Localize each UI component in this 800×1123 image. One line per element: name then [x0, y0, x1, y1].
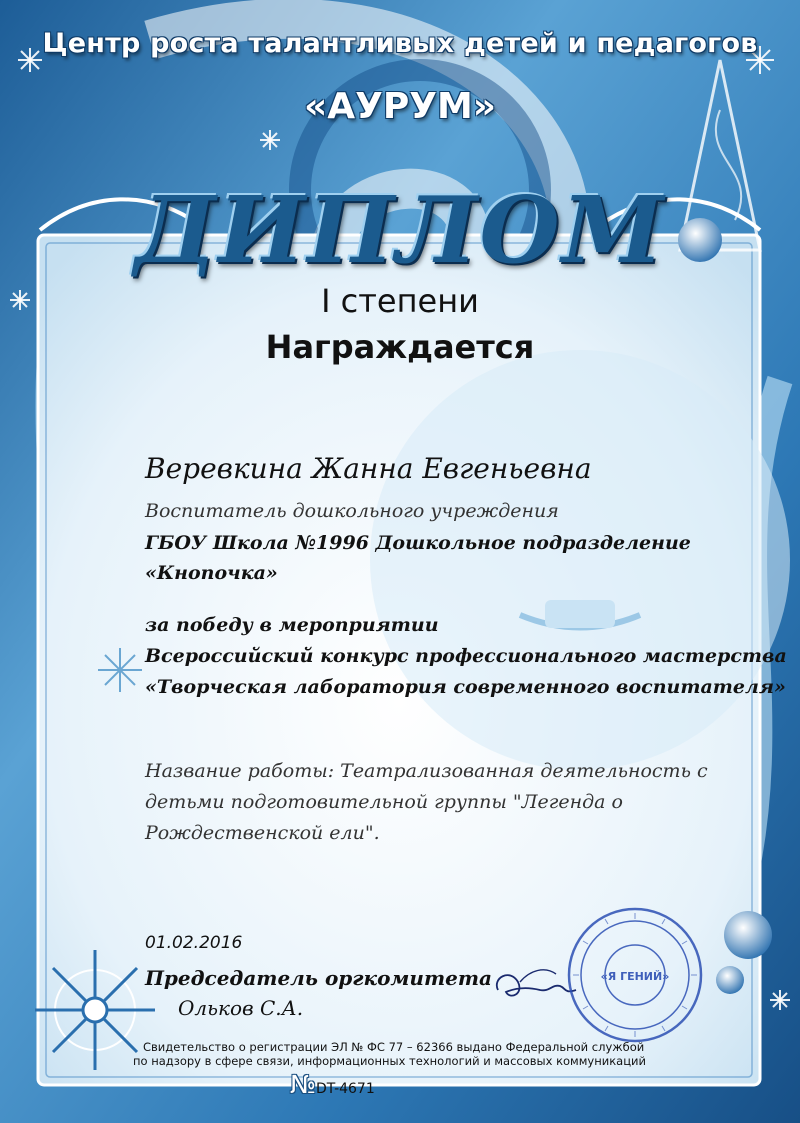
- recipient-name: Веревкина Жанна Евгеньевна: [145, 452, 592, 485]
- number-sign: №: [290, 1070, 317, 1099]
- diploma-number: [290, 1070, 375, 1099]
- award-reason: за победу в мероприятии: [145, 614, 439, 636]
- organization-title-line1: Центр роста талантливых детей и педагогов: [42, 28, 758, 59]
- diploma-title: ДИПЛОМ: [134, 176, 666, 284]
- work-title-line2: детьми подготовительной группы "Легенда о: [145, 791, 623, 813]
- contest-name-line1: Всероссийский конкурс профессионального мастерства: [145, 645, 787, 667]
- organization-stamp: [565, 905, 705, 1045]
- work-title-line1: Название работы: Театрализованная деятельность с: [145, 760, 708, 782]
- recipient-organization-line1: ГБОУ Школа №1996 Дошкольное подразделение: [145, 532, 691, 554]
- organization-title-line2: «АУРУМ»: [303, 86, 497, 127]
- degree-label: I степени: [321, 282, 479, 320]
- issue-date: 01.02.2016: [145, 933, 243, 953]
- work-title-line3: Рождественской ели".: [145, 822, 380, 844]
- registration-line2: по надзору в сфере связи, информационных технологий и массовых коммуникаций: [133, 1054, 646, 1068]
- recipient-position: Воспитатель дошкольного учреждения: [145, 500, 559, 522]
- recipient-organization-line2: «Кнопочка»: [145, 562, 278, 584]
- signatory-title: Председатель оргкомитета: [145, 966, 492, 990]
- registration-line1: Свидетельство о регистрации ЭЛ № ФС 77 – 62366 выдано Федеральной службой: [143, 1040, 645, 1054]
- diploma-number-value: DT-4671: [316, 1081, 375, 1097]
- signatory-name: Ольков С.А.: [178, 996, 304, 1020]
- stamp-center-text: «Я ГЕНИЙ»: [600, 970, 670, 983]
- awarded-label: Награждается: [265, 328, 535, 366]
- work-title: [145, 756, 708, 849]
- contest-name-line2: «Творческая лаборатория современного воспитателя»: [145, 676, 786, 698]
